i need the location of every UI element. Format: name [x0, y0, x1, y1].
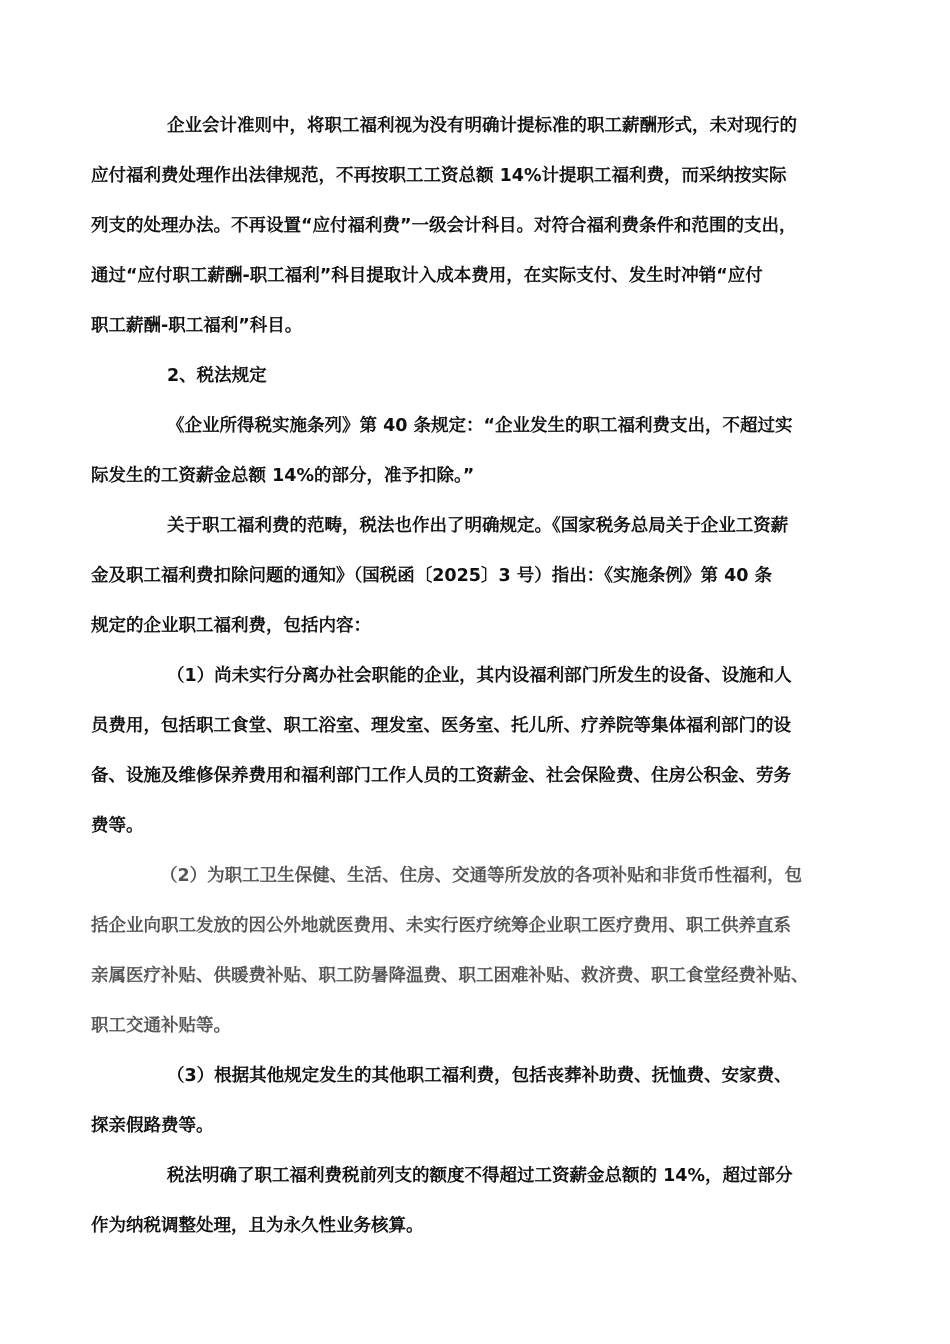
list-item-line: 员费用，包括职工食堂、职工浴室、理发室、医务室、托儿所、疗养院等集体福利部门的设	[91, 716, 791, 736]
paragraph-line: 职工薪酬-职工福利”科目。	[91, 316, 303, 336]
list-item-line: 括企业向职工发放的因公外地就医费用、未实行医疗统筹企业职工医疗费用、职工供养直系	[91, 916, 791, 936]
list-item-line: （1）尚未实行分离办社会职能的企业，其内设福利部门所发生的设备、设施和人	[167, 666, 792, 686]
list-item-line: 费等。	[91, 816, 144, 836]
paragraph-line: 金及职工福利费扣除问题的通知》（国税函〔2025〕3 号）指出：《实施条例》第 40 条	[91, 566, 773, 586]
list-item-line: 职工交通补贴等。	[91, 1016, 231, 1036]
paragraph-line: 税法明确了职工福利费税前列支的额度不得超过工资薪金总额的 14%，超过部分	[167, 1166, 793, 1186]
list-item-line: 备、设施及维修保养费用和福利部门工作人员的工资薪金、社会保险费、住房公积金、劳务	[91, 766, 791, 786]
paragraph-line: 应付福利费处理作出法律规范，不再按职工工资总额 14%计提职工福利费，而采纳按实际	[91, 166, 787, 186]
list-item-line: （2）为职工卫生保健、生活、住房、交通等所发放的各项补贴和非货币性福利，包	[160, 866, 803, 886]
list-item-line: 亲属医疗补贴、供暖费补贴、职工防暑降温费、职工困难补贴、救济费、职工食堂经费补贴、	[91, 966, 809, 986]
paragraph-line: 际发生的工资薪金总额 14%的部分，准予扣除。”	[91, 466, 475, 486]
paragraph-line: 通过“应付职工薪酬-职工福利”科目提取计入成本费用，在实际支付、发生时冲销“应付	[91, 266, 763, 286]
paragraph-line: 关于职工福利费的范畴，税法也作出了明确规定。《国家税务总局关于企业工资薪	[167, 516, 789, 536]
paragraph-line: 《企业所得税实施条列》第 40 条规定：“企业发生的职工福利费支出，不超过实	[167, 416, 793, 436]
paragraph-line: 列支的处理办法。不再设置“应付福利费”一级会计科目。对符合福利费条件和范围的支出，	[91, 216, 797, 236]
paragraph-line: 企业会计准则中，将职工福利视为没有明确计提标准的职工薪酬形式，未对现行的	[167, 116, 797, 136]
list-item-line: 探亲假路费等。	[91, 1116, 214, 1136]
list-item-line: （3）根据其他规定发生的其他职工福利费，包括丧葬补助费、抚恤费、安家费、	[167, 1066, 792, 1086]
section-heading: 2、税法规定	[167, 366, 267, 386]
paragraph-line: 作为纳税调整处理，且为永久性业务核算。	[91, 1216, 424, 1236]
paragraph-line: 规定的企业职工福利费，包括内容：	[91, 616, 371, 636]
